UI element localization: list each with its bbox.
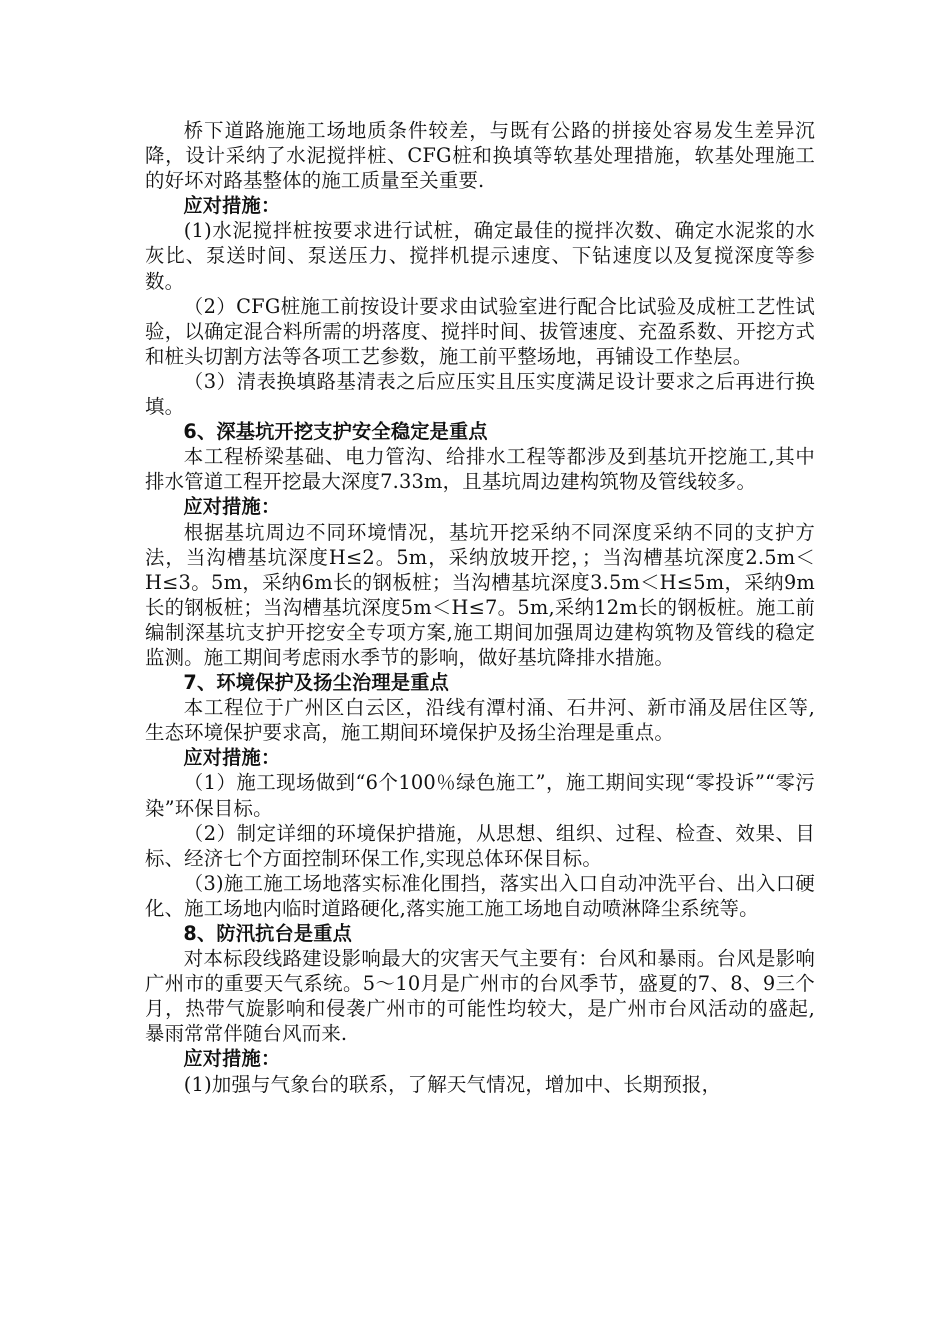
paragraph-measure-weather: (1)加强与气象台的联系，了解天气情况，增加中、长期预报，	[183, 1072, 722, 1096]
paragraph-measure-green: （1）施工现场做到“6个100％绿色施工”，施工期间实现“零投诉”“零污染”环保目标。	[145, 771, 815, 820]
heading-measures-3: 应对措施：	[183, 746, 281, 770]
paragraph-soft-foundation: 桥下道路施施工场地质条件较差，与既有公路的拼接处容易发生差异沉降，设计采纳了水泥搅拌桩、CFG桩和换填等软基处理措施，软基处理施工的好坏对路基整体的施工质量至关重要.	[145, 119, 815, 193]
heading-measures-1: 应对措施：	[183, 194, 281, 218]
heading-measures-2: 应对措施：	[183, 495, 281, 519]
heading-section-7: 7、环境保护及扬尘治理是重点	[183, 671, 449, 695]
paragraph-environment: 本工程位于广州区白云区，沿线有潭村涌、石井河、新市涌及居住区等,生态环境保护要求高，施工期间环境保护及扬尘治理是重点。	[145, 696, 815, 745]
heading-section-8: 8、防汛抗台是重点	[183, 922, 353, 945]
paragraph-measure-site-fence: （3)施工施工场地落实标准化围挡，落实出入口自动冲洗平台、出入口硬化、施工场地内临时道路硬化,落实施工施工场地自动喷淋降尘系统等。	[145, 871, 815, 920]
heading-section-6: 6、深基坑开挖支护安全稳定是重点	[183, 420, 488, 444]
paragraph-measure-replacement: （3）清表换填路基清表之后应压实且压实度满足设计要求之后再进行换填。	[145, 369, 815, 419]
paragraph-measure-mixing-pile: (1)水泥搅拌桩按要求进行试桩，确定最佳的搅拌次数、确定水泥浆的水灰比、泵送时间、泵送压力、搅拌机提示速度、下钻速度以及复搅深度等参数。	[145, 219, 815, 293]
paragraph-measure-environment-plan: （2）制定详细的环境保护措施，从思想、组织、过程、检查、效果、目标、经济七个方面控制环保工作,实现总体环保目标。	[145, 821, 815, 870]
paragraph-measure-cfg-pile: （2）CFG桩施工前按设计要求由试验室进行配合比试验及成桩工艺性试验，以确定混合料所需的坍落度、搅拌时间、拔管速度、充盈系数、开挖方式和桩头切割方法等各项工艺参数，施工前平整场地，再铺设工作垫层。	[145, 294, 815, 368]
document-page	[145, 118, 815, 1097]
paragraph-deep-pit: 本工程桥梁基础、电力管沟、给排水工程等都涉及到基坑开挖施工,其中排水管道工程开挖最大深度7.33m，且基坑周边建构筑物及管线较多。	[145, 445, 815, 494]
paragraph-typhoon: 对本标段线路建设影响最大的灾害天气主要有：台风和暴雨。台风是影响广州市的重要天气系统。5～10月是广州市的台风季节，盛夏的7、8、9三个月，热带气旋影响和侵袭广州市的可能性均较大，是广州市台风活动的盛起,暴雨常常伴随台风而来.	[145, 947, 815, 1046]
heading-measures-4: 应对措施：	[183, 1047, 281, 1071]
paragraph-measure-support: 根据基坑周边不同环境情况，基坑开挖采纳不同深度采纳不同的支护方法，当沟槽基坑深度H≤2。5m，采纳放坡开挖，；当沟槽基坑深度2.5m＜H≤3。5m，采纳6m长的钢板桩；当沟槽基坑深度3.5m＜H≤5m，采纳9m长的钢板桩；当沟槽基坑深度5m＜H≤7。5m,采纳12m长的钢板桩。施工前编制深基坑支护开挖安全专项方案,施工期间加强周边建构筑物及管线的稳定监测。施工期间考虑雨水季节的影响，做好基坑降排水措施。	[145, 520, 815, 669]
